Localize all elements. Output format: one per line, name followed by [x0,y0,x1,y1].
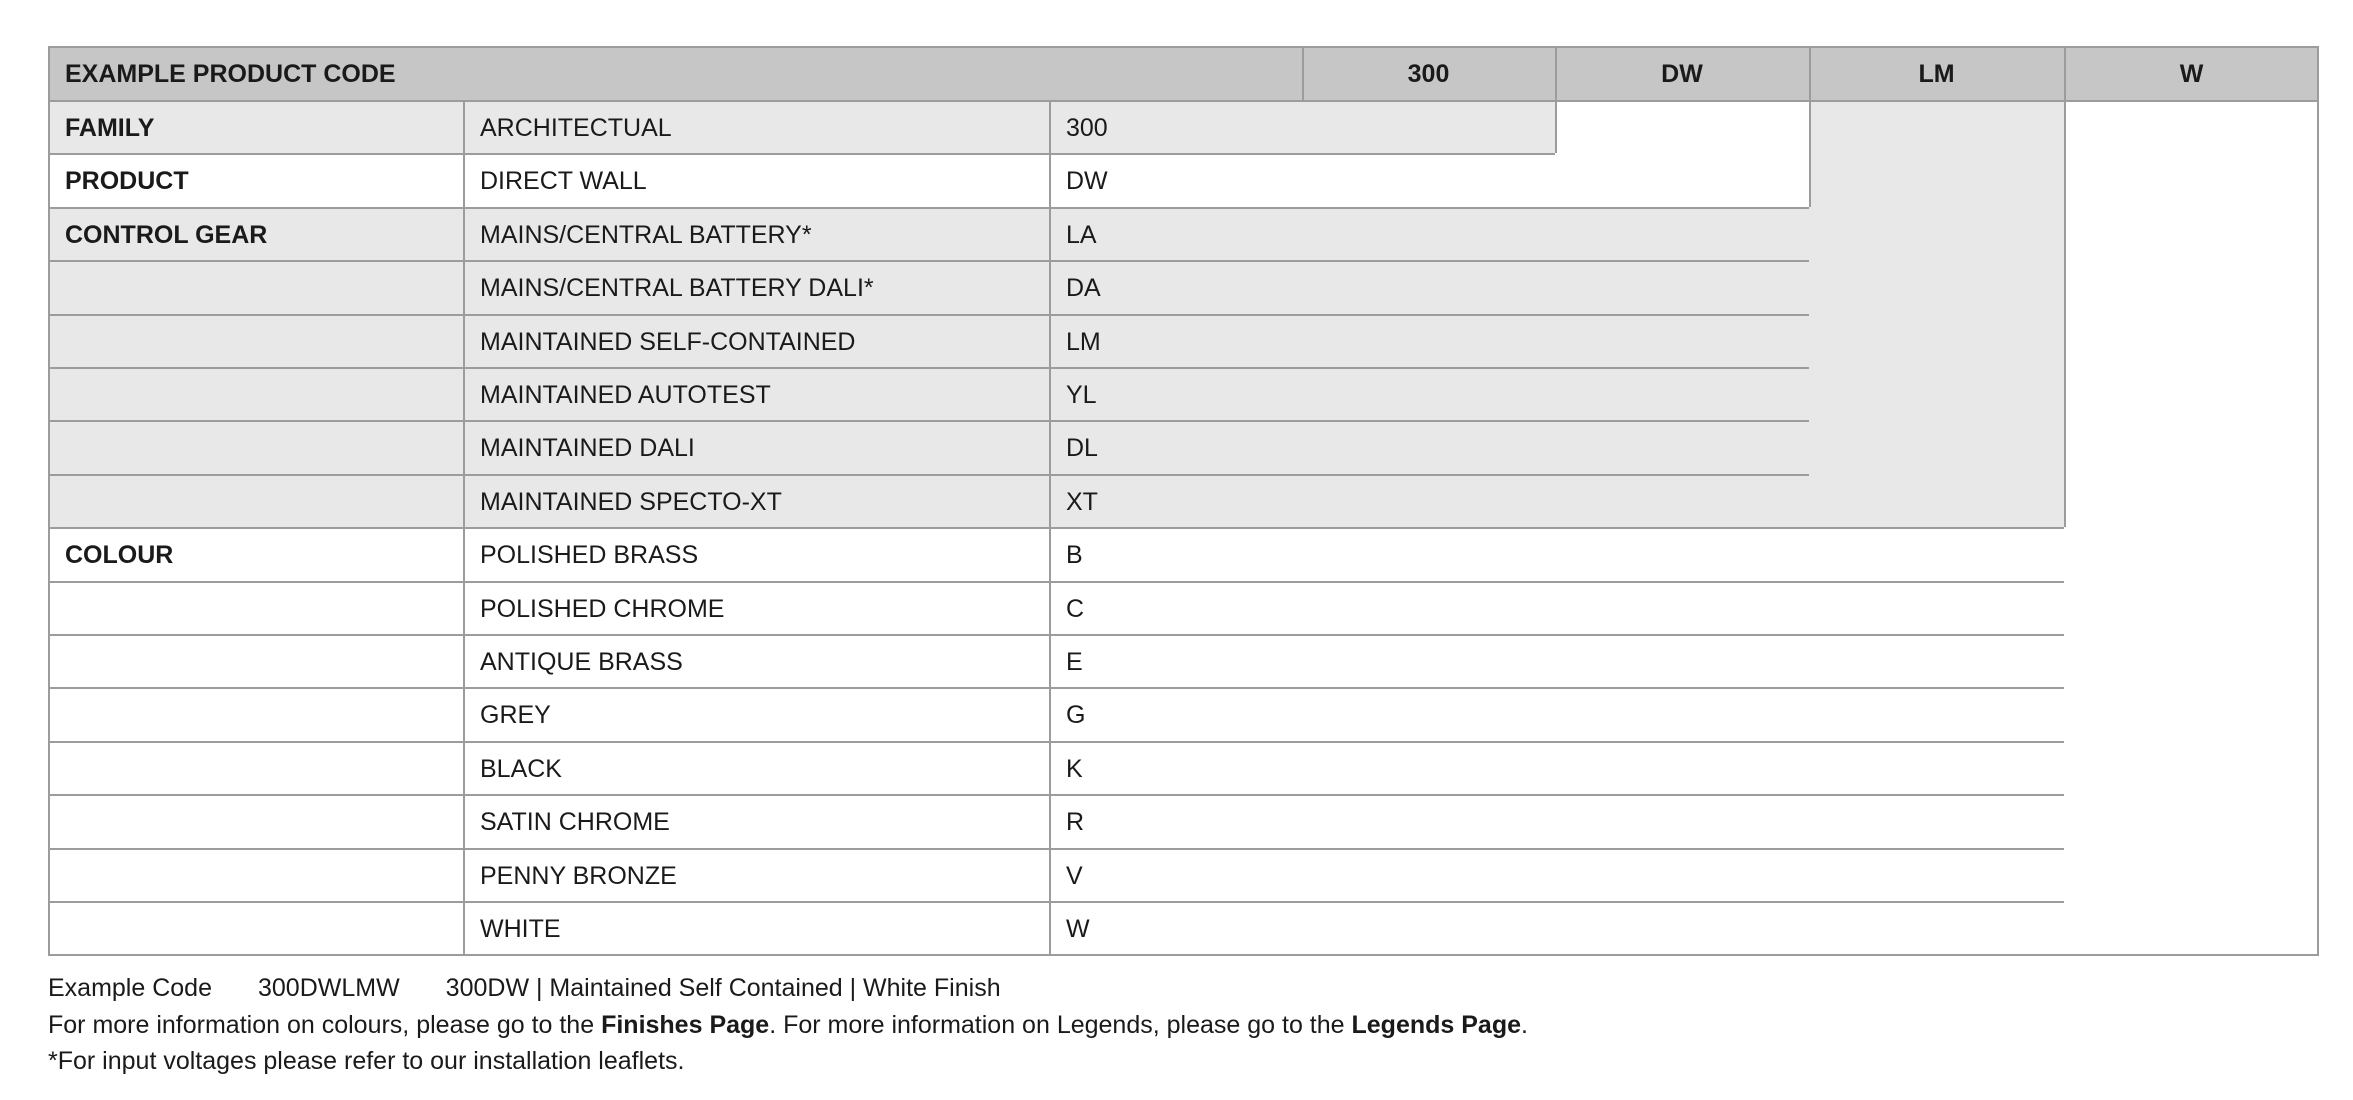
row-option: SATIN CHROME [480,808,670,837]
table-rule [48,901,2064,903]
table-rule [48,794,2064,796]
table-rule [48,634,2064,636]
row-category: FAMILY [65,114,155,142]
row-code: DW [1066,167,1108,196]
row-option: MAINS/CENTRAL BATTERY* [480,220,812,249]
row-option: MAINS/CENTRAL BATTERY DALI* [480,274,874,303]
product-code-table [48,46,2319,962]
row-code: E [1066,648,1083,676]
example-code-line [48,976,1001,1001]
header-code-part: LM [1918,60,1955,88]
row-option: PENNY BRONZE [480,861,677,890]
row-option: MAINTAINED SPECTO-XT [480,487,782,516]
row-category: PRODUCT [65,167,189,196]
row-code: W [1066,915,1090,943]
finishes-page-link[interactable]: Finishes Page [601,1011,770,1039]
table-rule [1049,100,1051,954]
row-option: WHITE [480,915,561,943]
row-option: GREY [480,701,551,730]
row-option: DIRECT WALL [480,167,647,196]
table-top-border [48,46,2319,48]
row-category: CONTROL GEAR [65,220,268,249]
row-code: K [1066,754,1083,783]
family-row-fill [48,100,1555,153]
example-code-value: 300DWLMW [257,974,400,1002]
table-rule [48,848,2064,850]
table-rule [48,527,2064,529]
table-left-border [48,46,50,956]
header-bottom-border [48,100,2319,102]
info-line [48,1013,1528,1038]
table-rule [48,367,1809,369]
info-text-3: . [1521,1011,1528,1039]
table-rule [48,687,2064,689]
row-code: G [1066,701,1086,730]
row-code: XT [1066,487,1098,516]
row-option: MAINTAINED AUTOTEST [480,381,771,409]
table-rule [48,260,1809,262]
table-rule [2064,46,2066,527]
example-code-description: 300DW | Maintained Self Contained | White Finish [445,974,1001,1002]
table-rule [48,420,1809,422]
row-code: DL [1066,434,1098,463]
table-right-border [2317,46,2319,956]
legends-page-link[interactable]: Legends Page [1351,1011,1521,1039]
row-code: R [1066,808,1085,837]
row-code: 300 [1066,114,1108,142]
lm-column-fill [1809,100,2064,527]
row-option: POLISHED CHROME [480,594,725,623]
row-option: ARCHITECTUAL [480,114,672,142]
table-rule [48,207,1809,209]
table-rule [463,100,465,954]
header-code-part: 300 [1407,60,1450,88]
row-option: MAINTAINED SELF-CONTAINED [480,327,856,356]
row-code: DA [1066,274,1101,303]
info-text-1: For more information on colours, please go to the [48,1011,602,1039]
row-option: BLACK [480,754,562,783]
voltage-note: *For input voltages please refer to our installation leaflets. [48,1047,685,1075]
table-rule [48,314,1809,316]
row-category: COLOUR [65,541,174,570]
info-text-2: . For more information on Legends, please go to the [769,1011,1352,1039]
table-rule [48,741,2064,743]
row-option: ANTIQUE BRASS [480,648,683,676]
row-code: B [1066,541,1083,570]
row-code: LM [1066,327,1101,356]
header-title: EXAMPLE PRODUCT CODE [65,60,396,88]
table-rule [48,153,1555,155]
row-option: MAINTAINED DALI [480,434,695,463]
row-code: YL [1066,381,1097,409]
row-code: V [1066,861,1083,890]
row-code: LA [1066,220,1097,249]
example-code-label: Example Code [48,974,212,1002]
header-code-part: W [2179,60,2204,88]
table-rule [48,474,1809,476]
table-rule [48,581,2064,583]
table-bottom-border [48,954,2319,956]
row-option: POLISHED BRASS [480,541,699,570]
header-code-part: DW [1661,60,1703,88]
row-code: C [1066,594,1085,623]
